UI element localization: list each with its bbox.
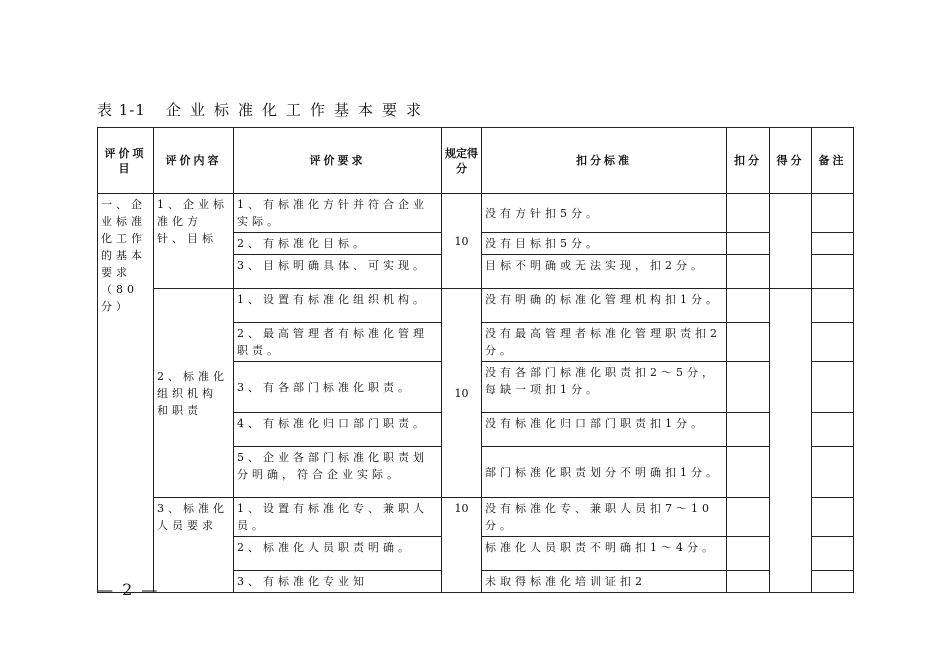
deduct-cell[interactable]	[727, 537, 770, 571]
content-cell: 2、标准化组织机构和职责	[154, 289, 234, 498]
header-score: 规定得分	[442, 128, 482, 194]
criteria-cell: 没有明确的标准化管理机构扣1分。	[482, 289, 727, 323]
score-cell: 10	[442, 289, 482, 498]
table-row	[98, 289, 854, 323]
deduct-cell[interactable]	[727, 498, 770, 537]
project-cell: 一、企业标准化工作的基本要求（80分）	[98, 194, 154, 593]
requirement-cell: 3、有标准化专业知	[234, 571, 442, 593]
requirement-cell: 3、有各部门标准化职责。	[234, 362, 442, 413]
deduct-cell[interactable]	[727, 255, 770, 289]
criteria-cell: 没有标准化归口部门职责扣1分。	[482, 413, 727, 447]
header-requirement: 评价要求	[234, 128, 442, 194]
requirement-cell: 2、最高管理者有标准化管理职责。	[234, 323, 442, 362]
obtained-cell[interactable]	[770, 194, 812, 289]
remark-cell[interactable]	[812, 255, 854, 289]
criteria-cell: 没有目标扣5分。	[482, 233, 727, 255]
requirement-cell: 1、有标准化方针并符合企业实际。	[234, 194, 442, 233]
header-criteria: 扣分标准	[482, 128, 727, 194]
requirement-cell: 2、标准化人员职责明确。	[234, 537, 442, 571]
score-cell: 10	[442, 194, 482, 289]
table-title-text: 企业标准化工作基本要求	[165, 101, 430, 119]
header-obtained: 得分	[770, 128, 812, 194]
remark-cell[interactable]	[812, 447, 854, 498]
requirement-cell: 1、设置有标准化专、兼职人员。	[234, 498, 442, 537]
deduct-cell[interactable]	[727, 233, 770, 255]
remark-cell[interactable]	[812, 323, 854, 362]
header-deduct: 扣分	[727, 128, 770, 194]
criteria-cell: 目标不明确或无法实现，扣2分。	[482, 255, 727, 289]
criteria-cell: 没有标准化专、兼职人员扣7～10分。	[482, 498, 727, 537]
remark-cell[interactable]	[812, 498, 854, 537]
header-row	[98, 128, 854, 194]
requirement-cell: 1、设置有标准化组织机构。	[234, 289, 442, 323]
table-title	[97, 99, 430, 120]
remark-cell[interactable]	[812, 233, 854, 255]
deduct-cell[interactable]	[727, 362, 770, 413]
table-row	[98, 498, 854, 537]
header-content: 评价内容	[154, 128, 234, 194]
content-cell: 1、企业标准化方针、目标	[154, 194, 234, 289]
table-number: 表 1-1	[97, 101, 146, 119]
page-number: — 2 —	[97, 580, 160, 599]
criteria-cell: 没有方针扣5分。	[482, 194, 727, 233]
remark-cell[interactable]	[812, 413, 854, 447]
deduct-cell[interactable]	[727, 323, 770, 362]
deduct-cell[interactable]	[727, 413, 770, 447]
header-item: 评价项目	[98, 128, 154, 194]
header-remark: 备注	[812, 128, 854, 194]
content-cell: 3、标准化人员要求	[154, 498, 234, 593]
obtained-cell[interactable]	[770, 289, 812, 593]
deduct-cell[interactable]	[727, 289, 770, 323]
remark-cell[interactable]	[812, 194, 854, 233]
remark-cell[interactable]	[812, 537, 854, 571]
remark-cell[interactable]	[812, 362, 854, 413]
requirement-cell: 5、企业各部门标准化职责划分明确，符合企业实际。	[234, 447, 442, 498]
deduct-cell[interactable]	[727, 194, 770, 233]
remark-cell[interactable]	[812, 289, 854, 323]
requirement-cell: 2、有标准化目标。	[234, 233, 442, 255]
deduct-cell[interactable]	[727, 571, 770, 593]
evaluation-table	[97, 127, 854, 593]
criteria-cell: 未取得标准化培训证扣2	[482, 571, 727, 593]
remark-cell[interactable]	[812, 571, 854, 593]
criteria-cell: 部门标准化职责划分不明确扣1分。	[482, 447, 727, 498]
deduct-cell[interactable]	[727, 447, 770, 498]
table-row	[98, 194, 854, 233]
score-cell: 10	[442, 498, 482, 593]
requirement-cell: 4、有标准化归口部门职责。	[234, 413, 442, 447]
criteria-cell: 没有各部门标准化职责扣2～5分，每缺一项扣1分。	[482, 362, 727, 413]
criteria-cell: 没有最高管理者标准化管理职责扣2分。	[482, 323, 727, 362]
requirement-cell: 3、目标明确具体、可实现。	[234, 255, 442, 289]
criteria-cell: 标准化人员职责不明确扣1～4分。	[482, 537, 727, 571]
